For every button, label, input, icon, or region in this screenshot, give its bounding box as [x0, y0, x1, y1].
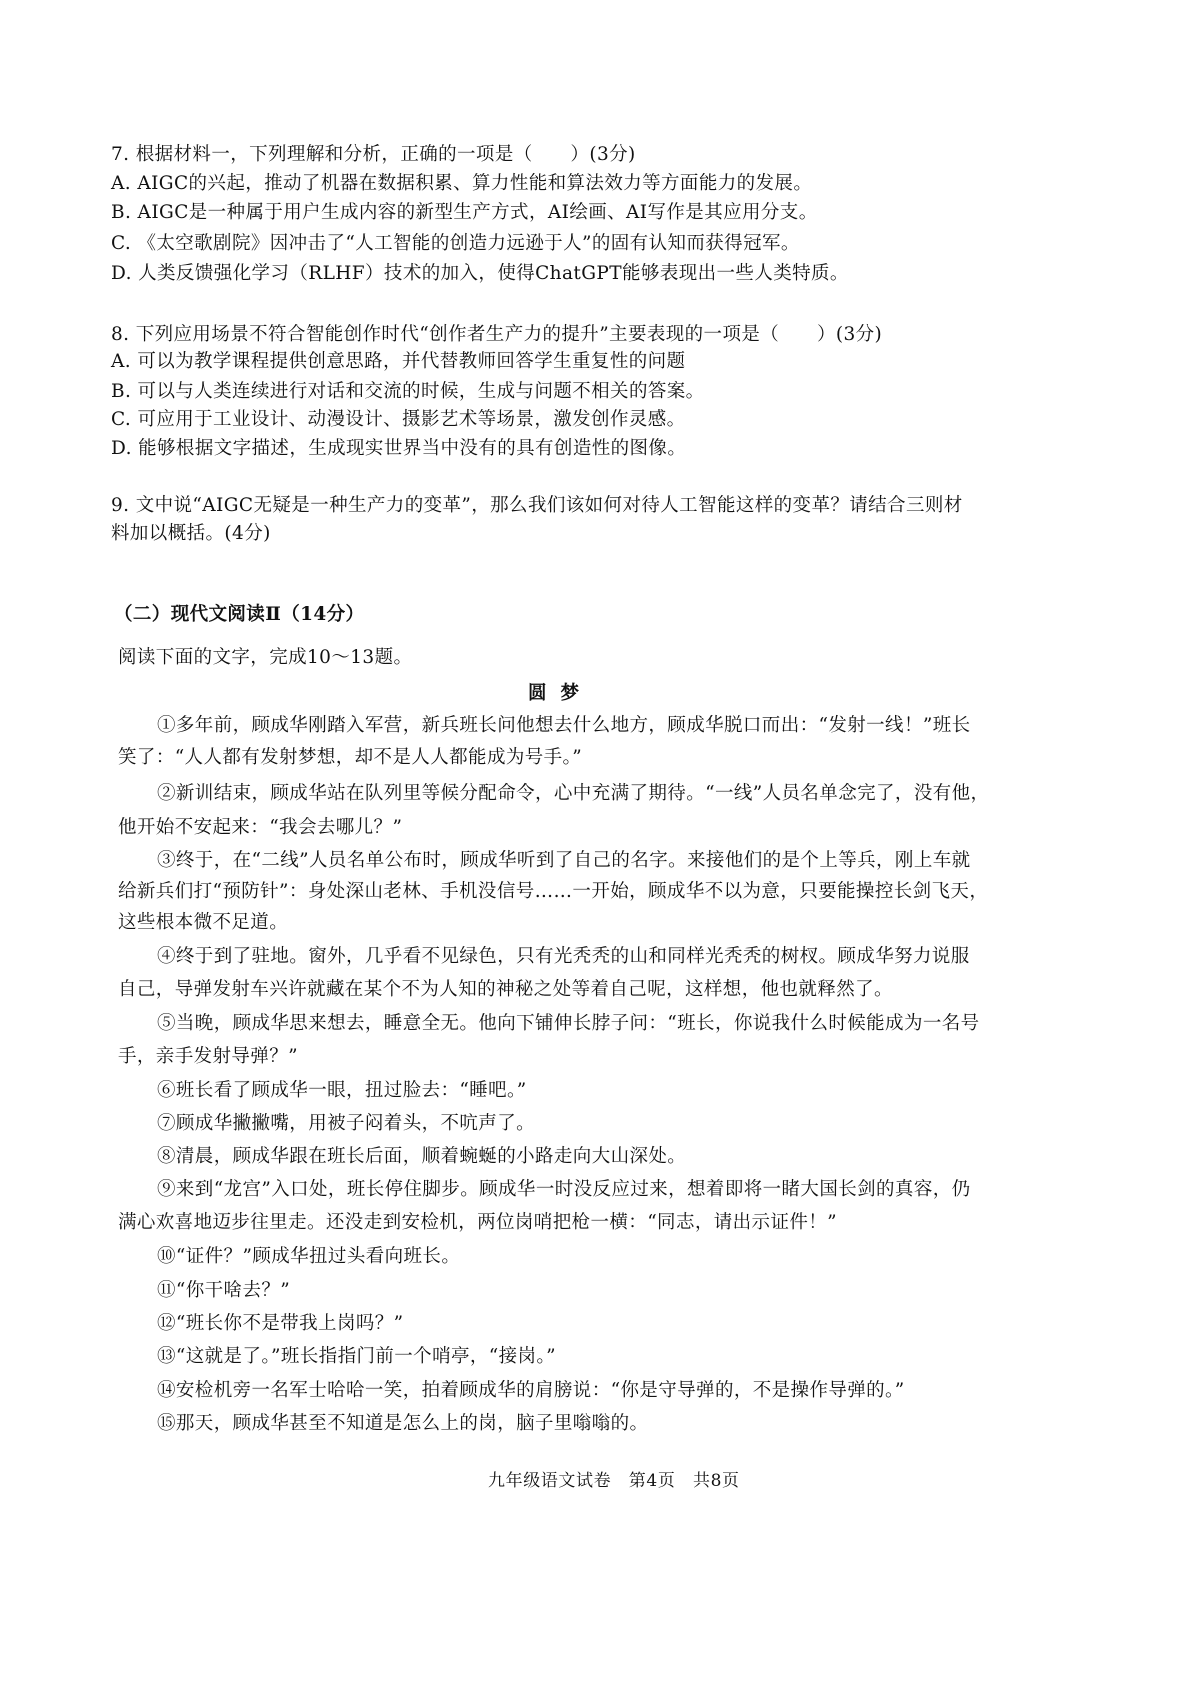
story-line: ⑤当晚，顾成华思来想去，睡意全无。他向下铺伸长脖子问：“班长，你说我什么时候能成为一名号: [157, 1013, 980, 1034]
story-line: ⑦顾成华撇撇嘴，用被子闷着头，不吭声了。: [157, 1113, 536, 1134]
story-line: 自己，导弹发射车兴许就藏在某个不为人知的神秘之处等着自己呢，这样想，他也就释然了。: [118, 979, 893, 1000]
q7-option-c: C. 《太空歌剧院》因冲击了“人工智能的创造力远逊于人”的固有认知而获得冠军。: [111, 233, 800, 254]
q7-option-b: B. AIGC是一种属于用户生成内容的新型生产方式，AI绘画、AI写作是其应用分支。: [111, 202, 818, 223]
story-line: ⑪“你干啥去？”: [157, 1280, 291, 1301]
story-line: ⑬“这就是了。”班长指指门前一个哨亭，“接岗。”: [157, 1346, 556, 1367]
q8-option-a: A. 可以为教学课程提供创意思路，并代替教师回答学生重复性的问题: [111, 351, 686, 372]
q7-stem: 7. 根据材料一，下列理解和分析，正确的一项是（ ）(3分): [111, 144, 636, 165]
story-line: 满心欢喜地迈步往里走。还没走到安检机，两位岗哨把枪一横：“同志，请出示证件！”: [118, 1212, 838, 1233]
q8-option-b: B. 可以与人类连续进行对话和交流的时候，生成与问题不相关的答案。: [111, 381, 705, 402]
story-line: ⑧清晨，顾成华跟在班长后面，顺着蜿蜒的小路走向大山深处。: [157, 1146, 687, 1167]
story-line: 笑了：“人人都有发射梦想，却不是人人都能成为号手。”: [118, 747, 583, 768]
section-instruction: 阅读下面的文字，完成10～13题。: [118, 647, 413, 668]
story-line: ⑨来到“龙宫”入口处，班长停住脚步。顾成华一时没反应过来，想着即将一睹大国长剑的真容，仍: [157, 1179, 971, 1200]
story-line: ⑥班长看了顾成华一眼，扭过脸去：“睡吧。”: [157, 1080, 527, 1101]
q8-stem: 8. 下列应用场景不符合智能创作时代“创作者生产力的提升”主要表现的一项是（ ）(3分): [111, 324, 883, 345]
story-line: 这些根本微不足道。: [118, 912, 289, 933]
story-title: 圆梦: [528, 683, 594, 704]
story-line: ④终于到了驻地。窗外，几乎看不见绿色，只有光秃秃的山和同样光秃秃的树杈。顾成华努力说服: [157, 946, 970, 967]
story-line: ①多年前，顾成华刚踏入军营，新兵班长问他想去什么地方，顾成华脱口而出：“发射一线！”班长: [157, 715, 971, 736]
story-line: ③终于，在“二线”人员名单公布时，顾成华听到了自己的名字。来接他们的是个上等兵，刚上车就: [157, 850, 971, 871]
story-line: ⑭安检机旁一名军士哈哈一笑，拍着顾成华的肩膀说：“你是守导弹的，不是操作导弹的。”: [157, 1380, 905, 1401]
story-line: ②新训结束，顾成华站在队列里等候分配命令，心中充满了期待。“一线”人员名单念完了，没有他，: [157, 783, 990, 804]
story-line: 手，亲手发射导弹？”: [118, 1046, 298, 1067]
story-line: ⑮那天，顾成华甚至不知道是怎么上的岗，脑子里嗡嗡的。: [157, 1413, 649, 1434]
q7-option-d: D. 人类反馈强化学习（RLHF）技术的加入，使得ChatGPT能够表现出一些人类特质。: [111, 263, 849, 284]
q8-option-d: D. 能够根据文字描述，生成现实世界当中没有的具有创造性的图像。: [111, 438, 687, 459]
story-line: 他开始不安起来：“我会去哪儿？”: [118, 817, 403, 838]
section-heading: （二）现代文阅读Ⅱ（14分）: [114, 604, 365, 625]
q9-line-2: 料加以概括。(4分): [111, 523, 271, 544]
q8-option-c: C. 可应用于工业设计、动漫设计、摄影艺术等场景，激发创作灵感。: [111, 409, 686, 430]
q9-line-1: 9. 文中说“AIGC无疑是一种生产力的变革”，那么我们该如何对待人工智能这样的变革？请结合三则材: [111, 495, 963, 516]
story-line: ⑩“证件？”顾成华扭过头看向班长。: [157, 1246, 461, 1267]
q7-option-a: A. AIGC的兴起，推动了机器在数据积累、算力性能和算法效力等方面能力的发展。: [111, 173, 813, 194]
story-line: 给新兵们打“预防针”：身处深山老林、手机没信号……一开始，顾成华不以为意，只要能操控长剑飞天，: [118, 881, 989, 902]
page-footer: 九年级语文试卷 第4页 共8页: [488, 1471, 740, 1491]
story-line: ⑫“班长你不是带我上岗吗？”: [157, 1313, 404, 1334]
